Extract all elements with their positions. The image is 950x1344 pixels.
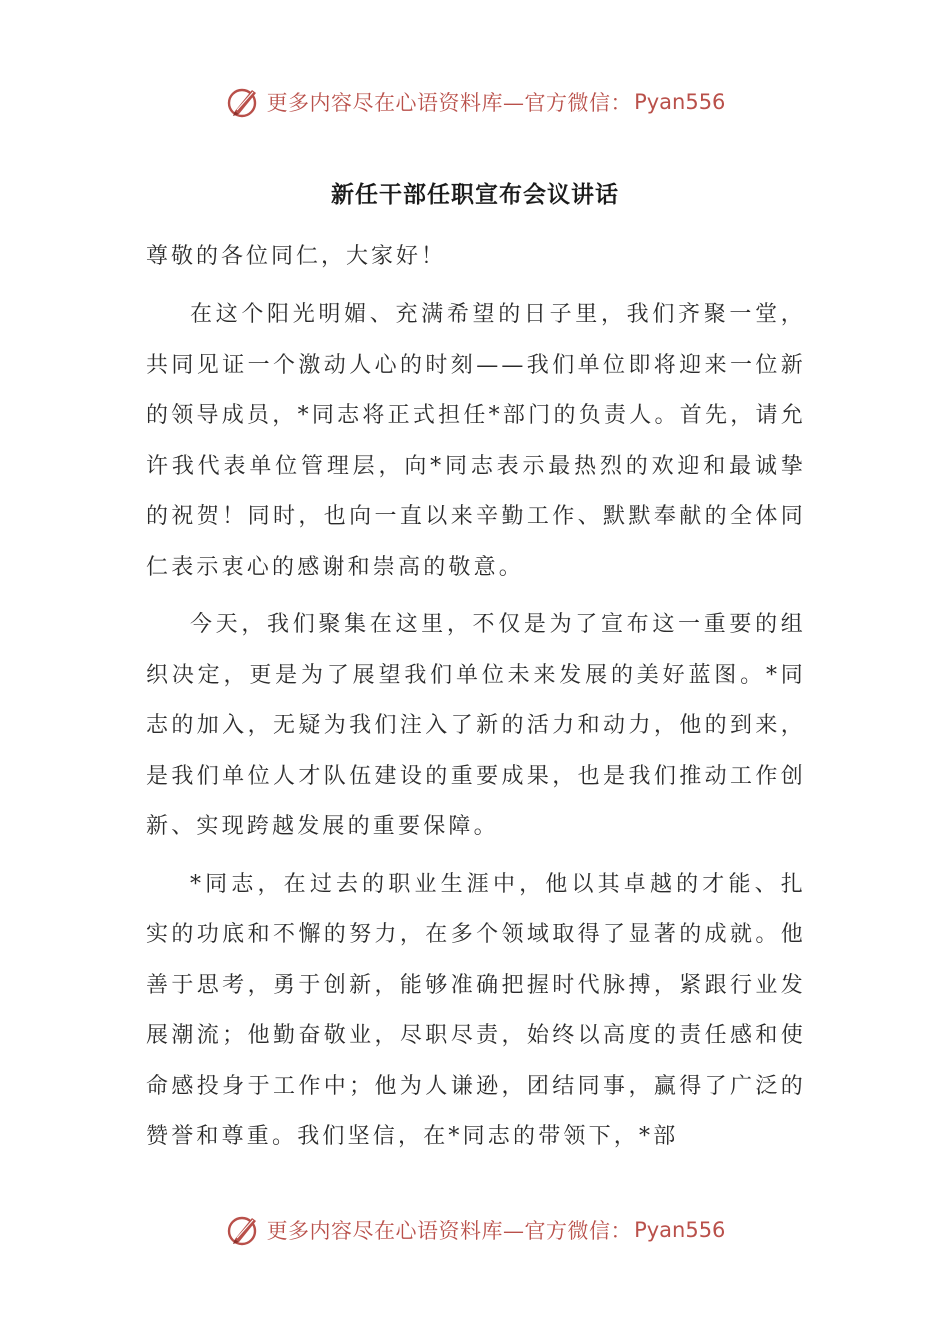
paragraph-1: 在这个阳光明媚、充满希望的日子里，我们齐聚一堂，共同见证一个激动人心的时刻——我们单位即将迎来一位新的领导成员，*同志将正式担任*部门的负责人。首先，请允许我代表单位管理层，向*同志表示最热烈的欢迎和最诚挚的祝贺！同时，也向一直以来辛勤工作、默默奉献的全体同仁表示衷心的感谢和崇高的敬意。 — [146, 302, 806, 580]
pen-nib-circle-icon — [225, 84, 261, 120]
footer-banner — [0, 1208, 950, 1252]
banner-text: 更多内容尽在心语资料库—官方微信： — [266, 91, 633, 115]
salutation: 尊敬的各位同仁，大家好！ — [146, 244, 447, 269]
pen-nib-circle-icon — [225, 1212, 261, 1248]
banner-wechat-id: Pyan556 — [634, 90, 726, 114]
header-banner — [0, 80, 950, 124]
banner-text: 更多内容尽在心语资料库—官方微信： — [266, 1219, 633, 1243]
banner-wechat-id: Pyan556 — [634, 1218, 726, 1242]
document-body — [146, 232, 806, 1170]
paragraph-3: *同志，在过去的职业生涯中，他以其卓越的才能、扎实的功底和不懈的努力，在多个领域取得了显著的成就。他善于思考，勇于创新，能够准确把握时代脉搏，紧跟行业发展潮流；他勤奋敬业，尽职尽责，始终以高度的责任感和使命感投身于工作中；他为人谦逊，团结同事，赢得了广泛的赞誉和尊重。我们坚信，在*同志的带领下，*部 — [146, 871, 806, 1149]
document-title: 新任干部任职宣布会议讲话 — [331, 182, 619, 208]
paragraph-2: 今天，我们聚集在这里，不仅是为了宣布这一重要的组织决定，更是为了展望我们单位未来发展的美好蓝图。*同志的加入，无疑为我们注入了新的活力和动力，他的到来，是我们单位人才队伍建设的重要成果，也是我们推动工作创新、实现跨越发展的重要保障。 — [146, 612, 806, 839]
